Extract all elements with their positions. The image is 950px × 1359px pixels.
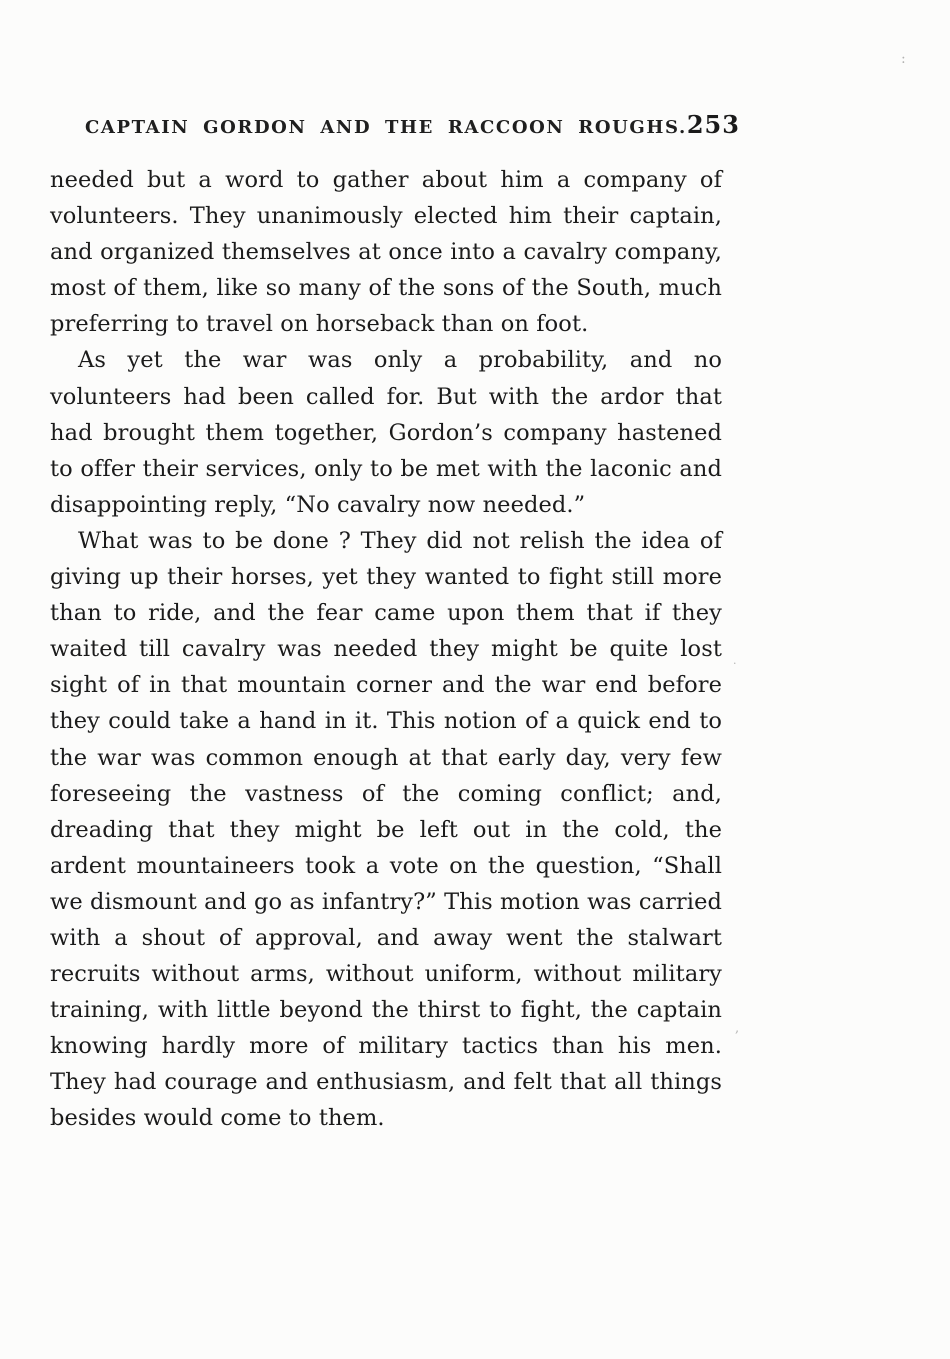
scan-artifact: : [901,51,906,67]
paragraph: needed but a word to gather about him a company of volunteers. They unanimously elected him their captain, and organized themselves at once into a cavalry company, most of them, like so many of the sons of the South, much preferring to travel on horseback than on foot. [50,167,722,338]
running-header [50,110,740,139]
scan-artifact: . [733,654,737,667]
paragraph: What was to be done ? They did not relish the idea of giving up their horses, yet they wanted to fight still more than to ride, and the fear came upon them that if they waited till cavalry was needed they might be quite lost sight of in that mountain corner and the war end before they could take a hand in it. This notion of a quick end to the war was common enough at that early day, very few foreseeing the vastness of the coming conflict; and, dreading that they might be left out in the cold, the ardent mountaineers took a vote on the question, “Shall we dismount and go as infantry?” This motion was carried with a shout of approval, and away went the stalwart recruits without arms, without uniform, without military training, with little beyond the thirst to fight, the captain knowing hardly more of military tactics than his men. They had courage and enthusiasm, and felt that all things besides would come to them. [50,527,722,1132]
scan-artifact: , [735,1021,740,1036]
running-title: CAPTAIN GORDON AND THE RACCOON ROUGHS. [85,117,687,138]
page-body [50,162,722,1137]
page-number: 253 [686,110,740,139]
paragraph: As yet the war was only a probability, and no volunteers had been called for. But with the ardor that had brought them together, Gordon’s company hastened to offer their services, only to be met with the laconic and disappointing reply, “No cavalry now needed.” [50,347,722,518]
